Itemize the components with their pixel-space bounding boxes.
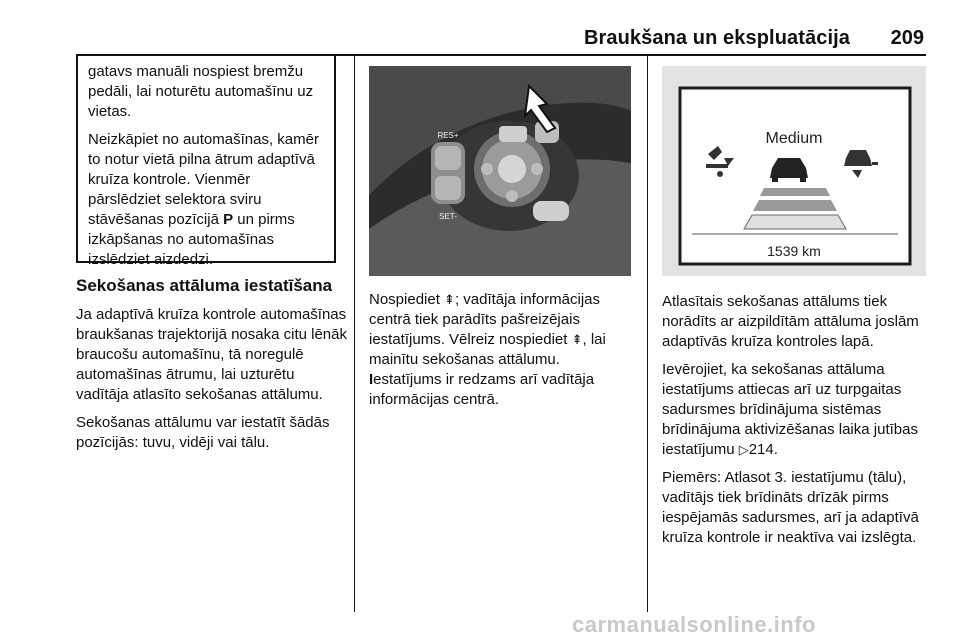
gap-distance-icon: ⇞: [444, 292, 455, 307]
col2-text-part: , lai mainītu sekošanas attālumu.: [369, 331, 606, 368]
odometer-readout: 1539 km: [767, 243, 821, 259]
res-label: RES+: [437, 131, 459, 140]
warning-text-part: Neizkāpiet no automašīnas, kamēr to notur vietā pilna ātrum adaptīvā kruīza kontrole. Vienmēr pārslēdziet selektora sviru stāvēšanas pozīcijā: [88, 131, 319, 228]
warning-box: [76, 56, 336, 268]
warning-paragraph-2: [88, 130, 324, 270]
gap-distance-icon: ⇞: [571, 332, 583, 347]
page-reference-link[interactable]: 214: [748, 441, 774, 458]
right-column-text: [662, 292, 926, 548]
column-divider-2: [647, 56, 648, 612]
middle-column-text: [369, 290, 637, 410]
col2-paragraph-1: [369, 290, 637, 370]
gap-bar-2: [753, 200, 837, 211]
warning-text-part: un pirms izkāpšanas no automašīnas izslēdziet aizdedzi.: [88, 211, 295, 268]
display-title: Medium: [765, 130, 823, 147]
col2-text-part: estatījums ir redzams arī vadītāja informācijas centrā.: [369, 371, 595, 408]
col3-text-part: Ievērojiet, ka sekošanas attāluma iestatījums attiecas arī uz turpgaitas sadursmes brīdinājuma sistēmas brīdinājuma aktivizēšanas laika jutības iestatījumu: [662, 361, 918, 458]
set-label: SET-: [439, 212, 457, 221]
steering-wheel-illustration: [369, 66, 631, 276]
col1-paragraph-1: Ja adaptīvā kruīza kontrole automašīnas braukšanas trajektorijā nosaka citu lēnāk braucošu automašīnu, tā noregulē automašīnas ātrumu, lai uzturētu vadītāja atlasīto sekošanas attālumu.: [76, 306, 347, 403]
cluster-display-figure: [662, 66, 926, 276]
site-watermark: carmanualsonline.info: [572, 612, 816, 637]
gap-bar-1: [760, 188, 830, 196]
col3-text-part: .: [773, 441, 778, 458]
warning-paragraph-1: gatavs manuāli nospiest bremžu pedāli, lai noturētu automašīnu uz vietas.: [88, 63, 314, 120]
col3-paragraph-1: Atlasītais sekošanas attālums tiek norādīts ar aizpildītām attāluma joslām adaptīvās kruīza kontroles lapā.: [662, 293, 919, 350]
steering-wheel-figure: [369, 66, 631, 276]
gap-bar-3: [744, 215, 846, 229]
col2-paragraph-2: [369, 370, 637, 410]
col1-paragraph-2: Sekošanas attālumu var iestatīt šādās pozīcijās: tuvu, vidēji vai tālu.: [76, 414, 330, 451]
park-position-letter: P: [223, 211, 234, 228]
col3-paragraph-2: [662, 360, 926, 460]
page-reference-arrow-icon: ▷: [738, 442, 749, 457]
col3-paragraph-3: Piemērs: Atlasot 3. iestatījumu (tālu), vadītājs tiek brīdināts drīzāk pirms iespējamās sadursmes, arī ja adaptīvā kruīza kontrole ir neaktīva vai izslēgta.: [662, 469, 919, 546]
display-illustration: [662, 66, 926, 276]
page-number: 209: [890, 27, 924, 49]
col2-initial-letter: I: [369, 371, 374, 388]
col2-text-part: Nospiediet: [369, 291, 445, 308]
section-heading: Sekošanas attāluma iestatīšana: [76, 276, 333, 295]
page-header-title: Braukšana un ekspluatācija: [583, 27, 850, 49]
column-divider-1: [354, 56, 355, 612]
left-column-text: [76, 305, 348, 453]
col2-text-part: ; vadītāja informācijas centrā tiek parādīts pašreizējais iestatījums. Vēlreiz nospiediet: [369, 291, 601, 348]
